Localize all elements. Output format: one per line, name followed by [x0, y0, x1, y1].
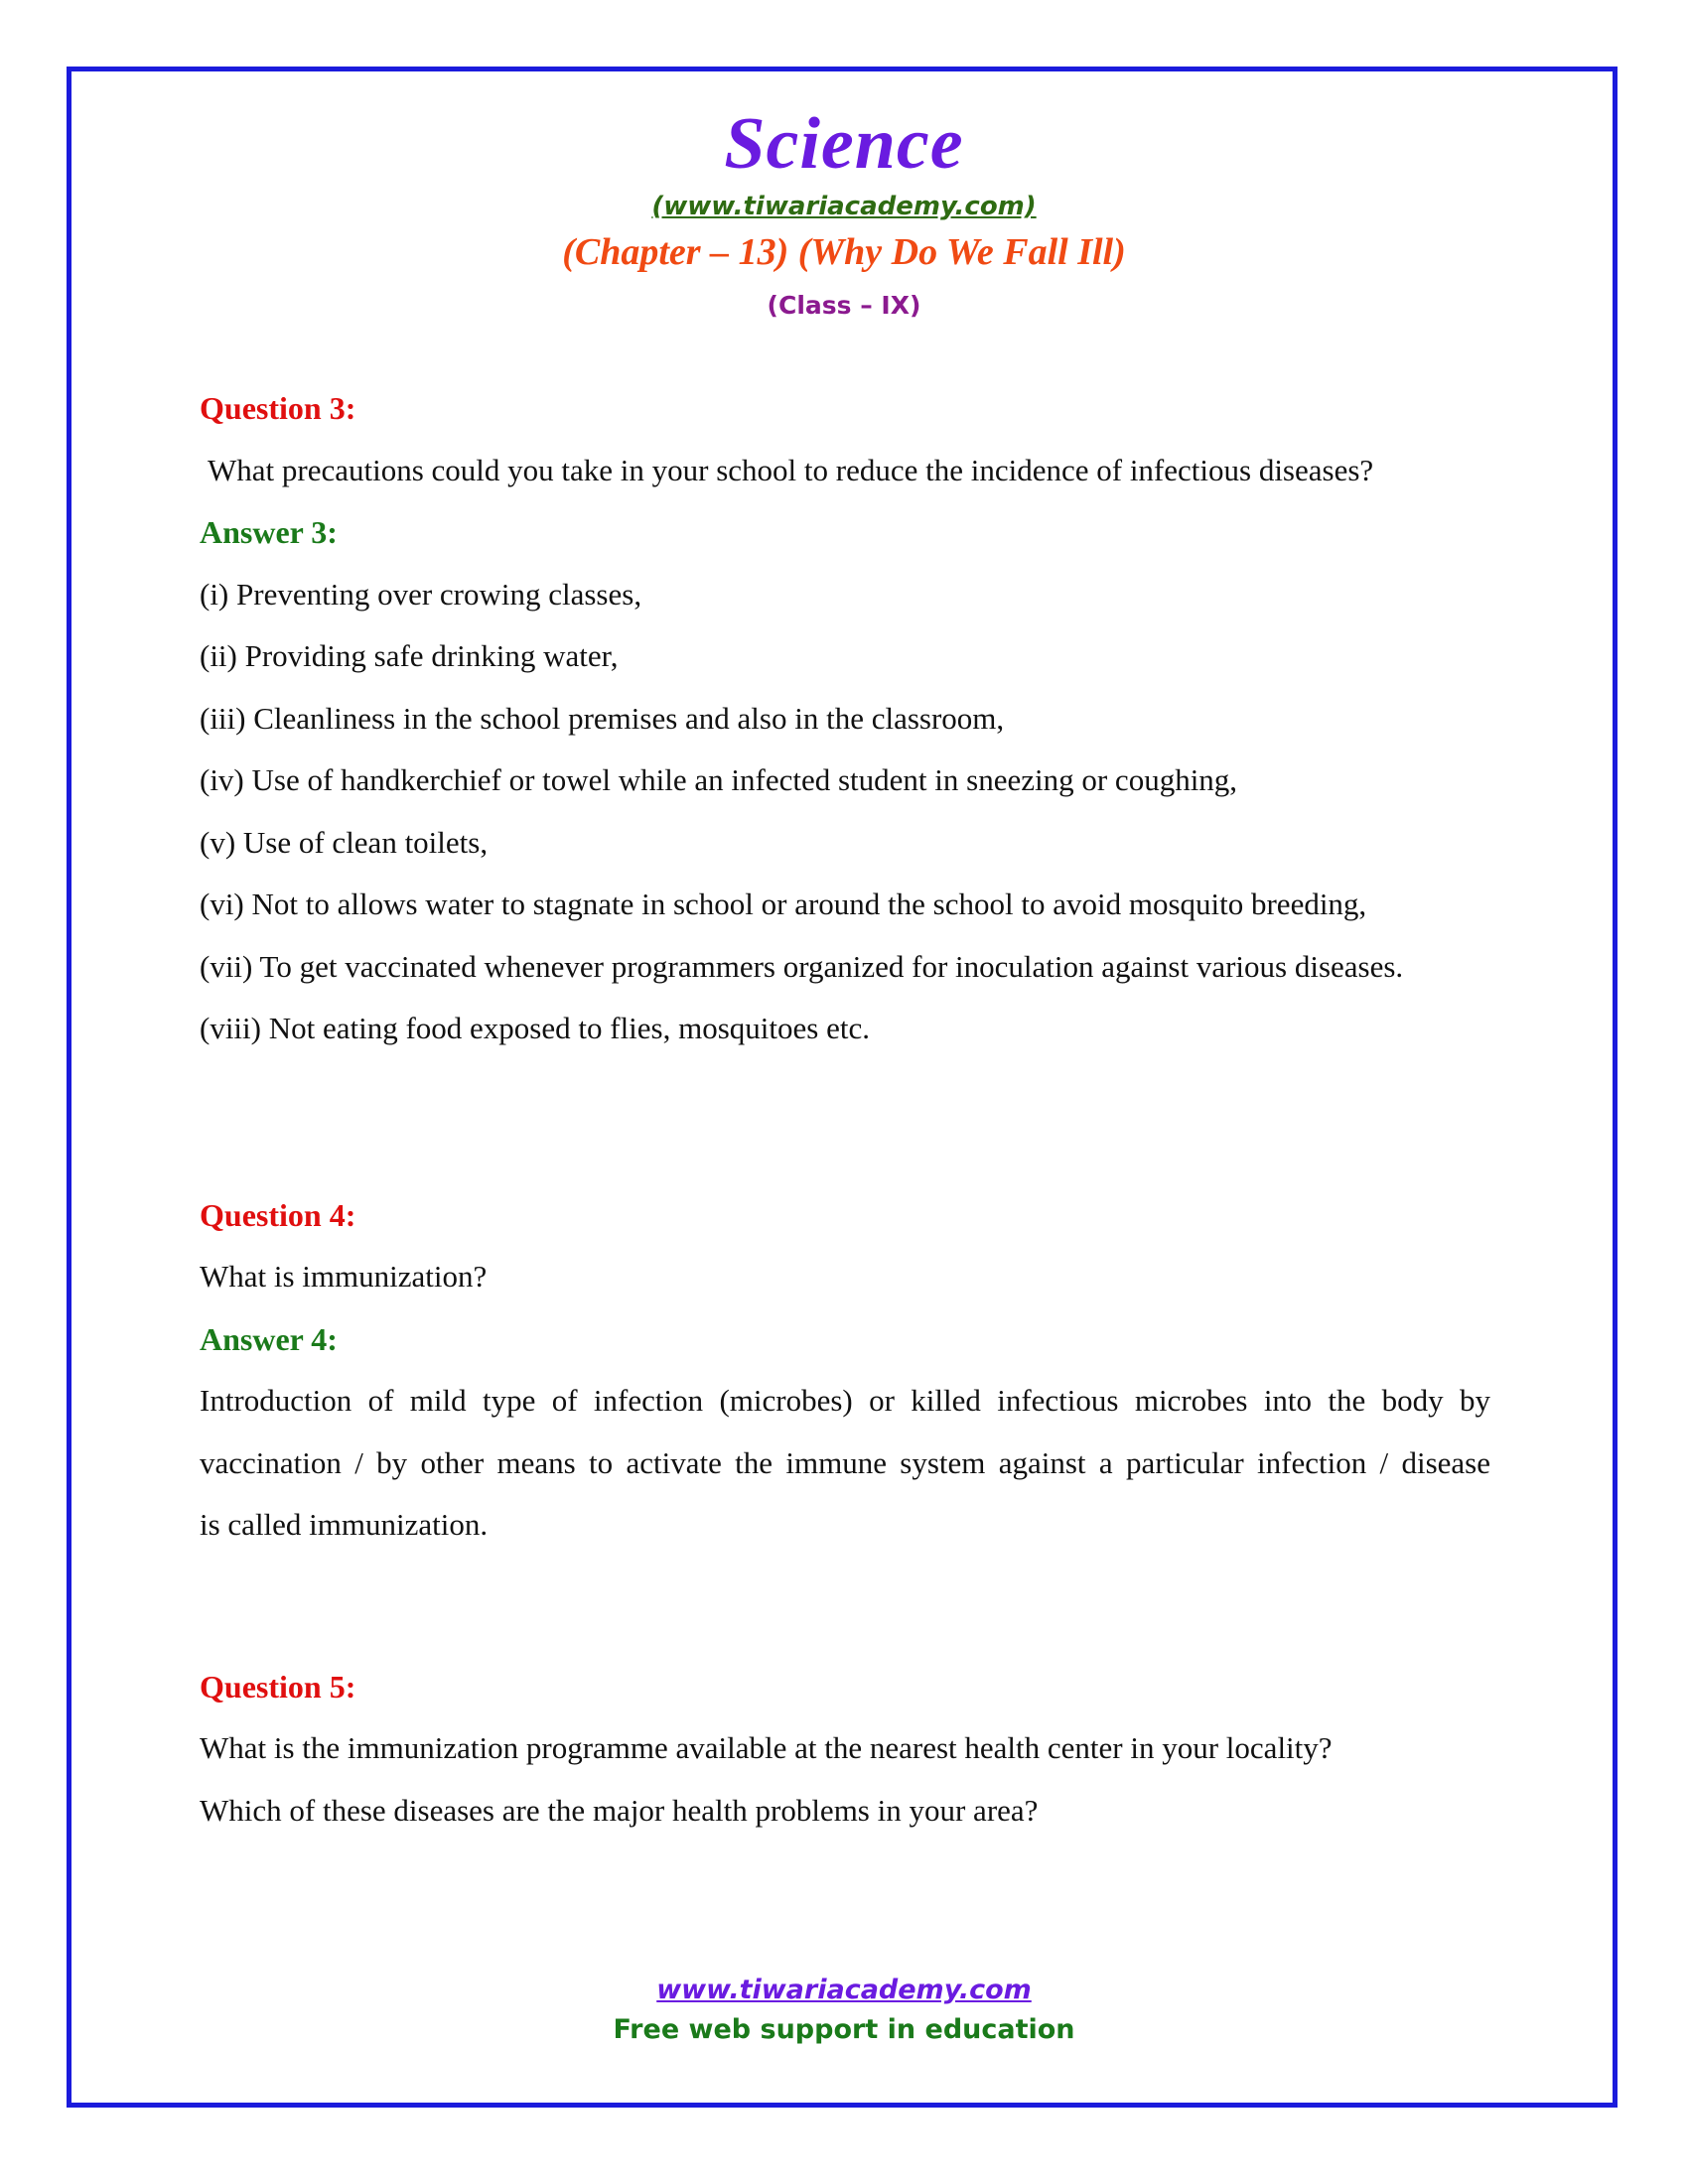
- question-5-text-line: What is the immunization programme available at the nearest health center in your locality?: [200, 1730, 1333, 1765]
- list-item: (ii) Providing safe drinking water,: [200, 638, 619, 673]
- question-5-text-line: Which of these diseases are the major health problems in your area?: [200, 1792, 1039, 1828]
- paragraph-line: vaccination / by other means to activate the immune system against a particular infection / disease: [200, 1444, 1490, 1480]
- question-3-label: Question 3:: [200, 390, 356, 426]
- page-title: Science: [724, 103, 964, 185]
- answer-4-paragraph: [200, 1370, 1490, 1557]
- main-content: [200, 377, 1490, 1842]
- answer-4-label: Answer 4:: [200, 1320, 338, 1357]
- page-footer: [0, 1971, 1688, 2050]
- question-5-label: Question 5:: [200, 1668, 356, 1705]
- list-item: (v) Use of clean toilets,: [200, 824, 489, 860]
- spacer: [200, 1060, 1490, 1184]
- question-4-text: What is immunization?: [200, 1259, 488, 1294]
- header-website-link[interactable]: (www.tiwariacademy.com): [651, 192, 1037, 221]
- paragraph-line: Introduction of mild type of infection (microbes) or killed infectious microbes into the body by: [200, 1383, 1490, 1418]
- list-item: (viii) Not eating food exposed to flies, mosquitoes etc.: [200, 1011, 870, 1045]
- list-item: (vi) Not to allows water to stagnate in school or around the school to avoid mosquito breeding,: [200, 887, 1367, 921]
- list-item: (iv) Use of handkerchief or towel while an infected student in sneezing or coughing,: [200, 762, 1238, 797]
- spacer: [200, 1557, 1490, 1656]
- chapter-title: (Chapter – 13) (Why Do We Fall Ill): [562, 231, 1126, 273]
- list-item: (i) Preventing over crowing classes,: [200, 576, 642, 612]
- footer-tagline: Free web support in education: [613, 2014, 1075, 2045]
- list-item: (vii) To get vaccinated whenever programmers organized for inoculation against various diseases.: [200, 948, 1404, 984]
- question-3-text: What precautions could you take in your school to reduce the incidence of infectious diseases?: [208, 452, 1374, 487]
- list-item: (iii) Cleanliness in the school premises and also in the classroom,: [200, 700, 1005, 736]
- footer-website-link[interactable]: www.tiwariacademy.com: [656, 1975, 1032, 2005]
- class-label: (Class – IX): [767, 291, 921, 320]
- answer-3-label: Answer 3:: [200, 514, 338, 550]
- question-4-label: Question 4:: [200, 1196, 356, 1233]
- paragraph-line: is called immunization.: [200, 1507, 489, 1542]
- page-header: [0, 99, 1688, 332]
- answer-3-list: [200, 564, 1490, 1060]
